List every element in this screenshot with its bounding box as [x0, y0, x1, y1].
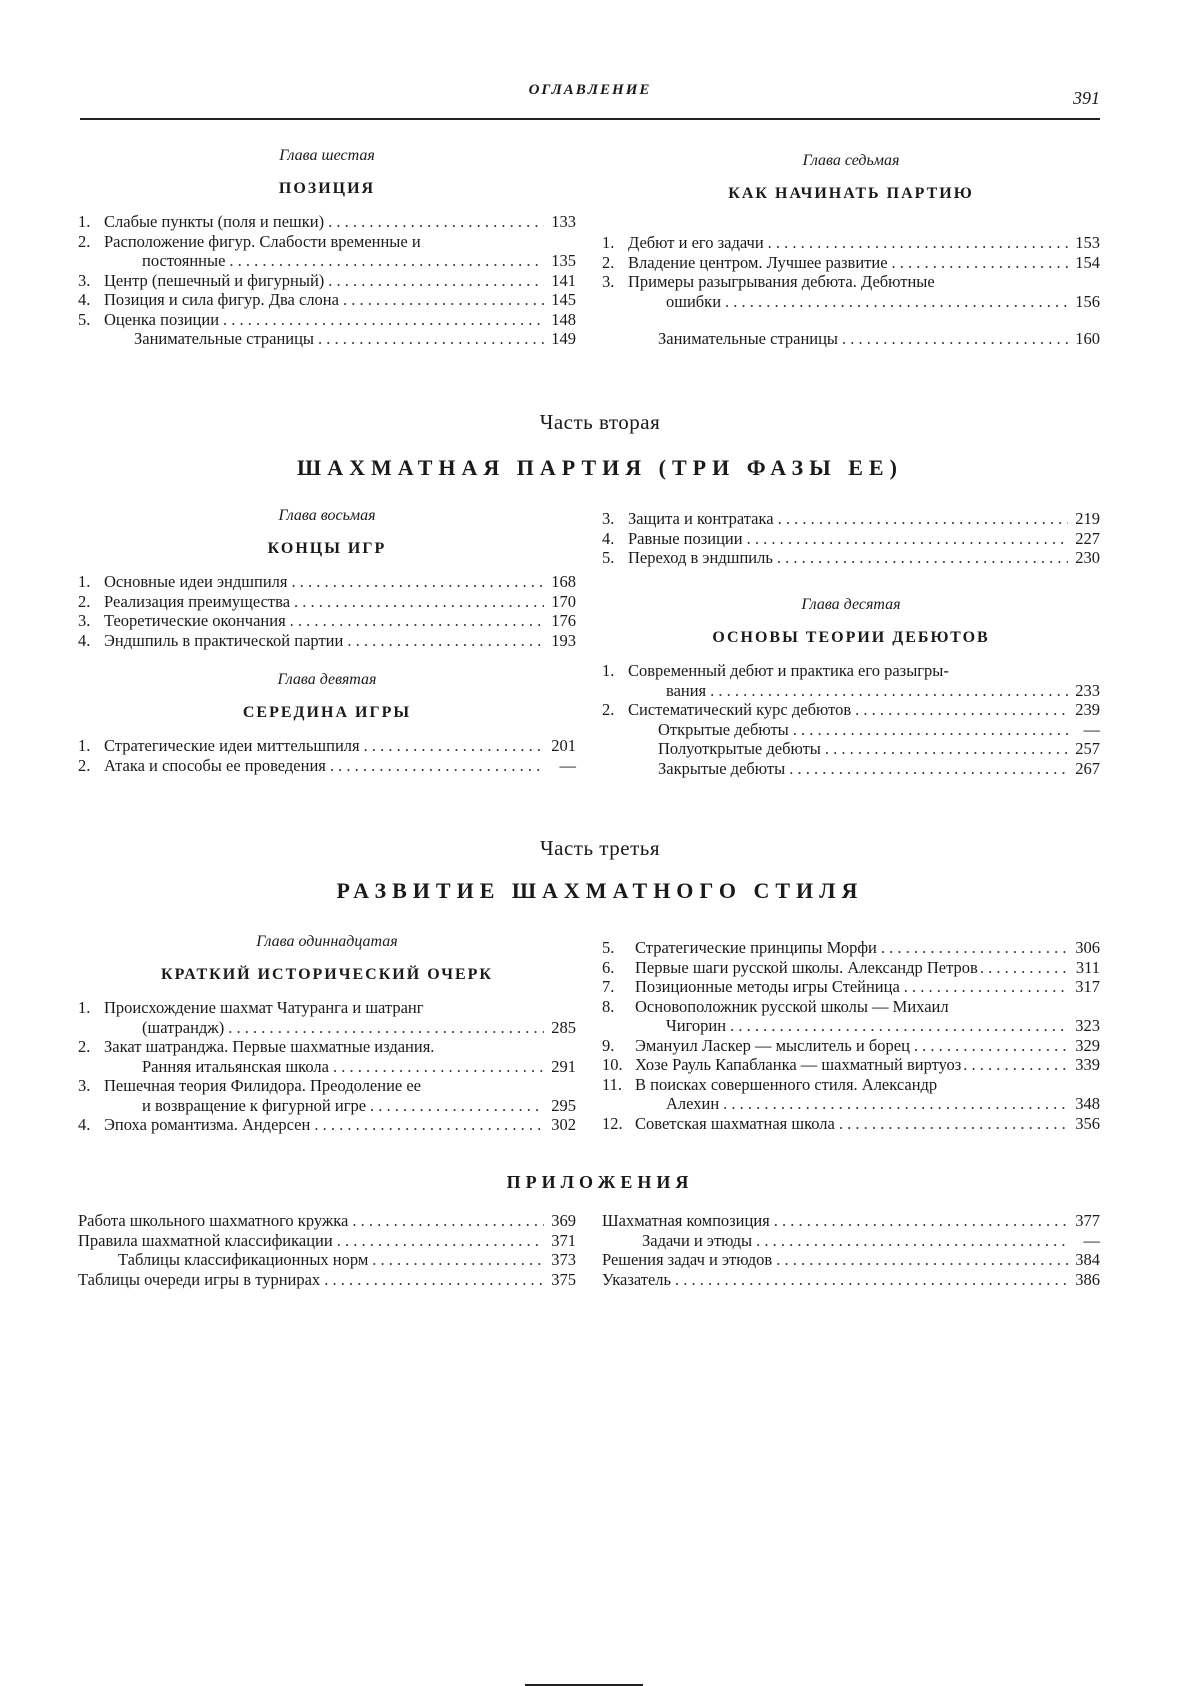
- chapter-7: [602, 151, 1100, 349]
- entry-page: 160: [1075, 329, 1100, 348]
- entry-number: 2.: [78, 231, 91, 251]
- entry-page: 348: [1075, 1094, 1100, 1113]
- toc-entry[interactable]: [602, 329, 1100, 349]
- part-label: Часть третья: [540, 836, 660, 860]
- toc-entry[interactable]: [78, 572, 576, 592]
- entry-number: 3.: [602, 272, 615, 291]
- chapter-label: Глава седьмая: [802, 152, 900, 169]
- entry-text: Занимательные страницы: [134, 329, 315, 348]
- leader-dots: [294, 592, 544, 612]
- entry-number: 4.: [602, 528, 615, 548]
- entry-text: Советская шахматная школа: [635, 1113, 835, 1133]
- entry-number: 11.: [602, 1074, 623, 1094]
- entry-number: 6.: [602, 957, 615, 977]
- leader-dots: [881, 938, 1068, 958]
- entry-text: Оценка позиции: [104, 309, 220, 329]
- entry-text: Занимательные страницы: [658, 329, 839, 348]
- leader-dots: [290, 611, 544, 631]
- entry-text: Основные идеи эндшпиля: [104, 572, 288, 591]
- toc-entry[interactable]: [78, 998, 576, 1037]
- leader-dots: [793, 720, 1068, 740]
- leader-dots: [730, 1016, 1068, 1036]
- entry-number: 1.: [602, 233, 615, 252]
- entry-text: Теоретические окончания: [104, 611, 286, 630]
- entry-text: Указатель: [602, 1269, 672, 1289]
- entry-page: 135: [551, 251, 576, 270]
- entry-page: 141: [551, 270, 576, 290]
- entry-text: Позиция и сила фигур. Два слона: [104, 290, 339, 309]
- entry-number: 4.: [78, 290, 91, 309]
- chapter-title: КРАТКИЙ ИСТОРИЧЕСКИЙ ОЧЕРК: [160, 966, 494, 983]
- chapter-label: Глава девятая: [277, 671, 377, 688]
- toc-entry[interactable]: [78, 232, 576, 271]
- entry-number: 2.: [602, 252, 615, 272]
- entry-text: Хозе Рауль Капабланка — шахматный виртуоз: [635, 1055, 962, 1074]
- toc-entry[interactable]: [78, 290, 576, 310]
- toc-entry[interactable]: [78, 1115, 576, 1135]
- entry-text-continued: Алехин: [666, 1094, 720, 1113]
- header-title: ОГЛАВЛЕНИЕ: [528, 82, 652, 98]
- entry-page: 170: [551, 591, 576, 611]
- leader-dots: [364, 736, 544, 756]
- toc-entry[interactable]: [602, 1055, 1100, 1075]
- leader-dots: [328, 212, 544, 232]
- toc-entry[interactable]: [602, 548, 1100, 568]
- entry-text: Центр (пешечный и фигурный): [104, 270, 325, 290]
- toc-entry[interactable]: [78, 1231, 576, 1251]
- toc-subentry[interactable]: [602, 739, 1100, 759]
- leader-dots: [842, 329, 1068, 349]
- toc-entry[interactable]: [602, 509, 1100, 529]
- chapter-title: ОСНОВЫ ТЕОРИИ ДЕБЮТОВ: [712, 629, 990, 646]
- entry-page: 371: [551, 1230, 576, 1250]
- leader-dots: [291, 572, 544, 592]
- entry-text: Систематический курс дебютов: [628, 700, 852, 719]
- entry-page: 291: [551, 1056, 576, 1076]
- entry-text: Таблицы очереди игры в турнирах: [78, 1269, 321, 1289]
- entry-number: 1.: [78, 736, 91, 755]
- entry-page: 384: [1075, 1250, 1100, 1269]
- leader-dots: [892, 253, 1068, 273]
- entry-text: Стратегические идеи миттельшпиля: [104, 736, 360, 755]
- toc-list: [602, 1211, 1100, 1289]
- entry-page: 267: [1075, 758, 1100, 778]
- entry-text: Работа школьного шахматного кружка: [78, 1211, 349, 1230]
- entry-text-continued: и возвращение к фигурной игре: [142, 1095, 367, 1115]
- page-number: 391: [1073, 88, 1100, 108]
- toc-entry[interactable]: [602, 977, 1100, 997]
- chapter-label: Глава десятая: [801, 596, 901, 613]
- entry-page: 323: [1075, 1016, 1100, 1035]
- entry-text: Расположение фигур. Слабости временные и: [104, 231, 421, 251]
- entry-page: —: [1083, 719, 1100, 739]
- leader-dots: [228, 1018, 544, 1038]
- leader-dots: [778, 509, 1068, 529]
- entry-text: Защита и контратака: [628, 509, 774, 528]
- entry-text: Решения задач и этюдов: [602, 1250, 773, 1269]
- chapter-title: КАК НАЧИНАТЬ ПАРТИЮ: [728, 185, 974, 202]
- toc-list: [78, 998, 576, 1135]
- toc-entry[interactable]: [78, 271, 576, 291]
- leader-dots: [370, 1096, 544, 1116]
- entry-number: 3.: [78, 270, 91, 290]
- entry-number: 3.: [78, 1076, 91, 1095]
- leader-dots: [904, 977, 1068, 997]
- toc-entry[interactable]: [78, 329, 576, 349]
- leader-dots: [855, 700, 1068, 720]
- leader-dots: [756, 1231, 1068, 1251]
- entry-number: 3.: [78, 611, 91, 630]
- entry-number: 7.: [602, 977, 615, 996]
- entry-page: 145: [551, 290, 576, 309]
- toc-subentry[interactable]: [602, 759, 1100, 779]
- toc-entry[interactable]: [602, 1211, 1100, 1231]
- appendix-left: [78, 1211, 576, 1289]
- running-header: [80, 78, 1100, 120]
- entry-text: Стратегические принципы Морфи: [635, 938, 877, 957]
- leader-dots: [776, 1250, 1068, 1270]
- leader-dots: [223, 310, 544, 330]
- entry-text: Таблицы классификационных норм: [118, 1250, 369, 1269]
- entry-page: 168: [551, 572, 576, 591]
- toc-entry[interactable]: [602, 253, 1100, 273]
- toc-entry[interactable]: [602, 1114, 1100, 1134]
- entry-text-continued: Чигорин: [666, 1016, 727, 1035]
- appendix-title: ПРИЛОЖЕНИЯ: [506, 1172, 694, 1192]
- leader-dots: [768, 233, 1068, 253]
- toc-entry[interactable]: [602, 1250, 1100, 1270]
- entry-number: 2.: [78, 591, 91, 611]
- leader-dots: [330, 756, 544, 776]
- entry-number: 2.: [602, 700, 615, 719]
- leader-dots: [318, 329, 544, 349]
- leader-dots: [337, 1231, 544, 1251]
- toc-entry[interactable]: [78, 592, 576, 612]
- toc-subentry[interactable]: [602, 720, 1100, 740]
- toc-entry[interactable]: [78, 1076, 576, 1115]
- toc-entry[interactable]: [602, 529, 1100, 549]
- leader-dots: [825, 739, 1068, 759]
- toc-entry[interactable]: [602, 958, 1100, 978]
- entry-page: 317: [1075, 977, 1100, 996]
- entry-text: Владение центром. Лучшее развитие: [628, 252, 888, 272]
- entry-page: 148: [551, 309, 576, 329]
- toc-entry[interactable]: [78, 212, 576, 232]
- entry-number: 12.: [602, 1113, 623, 1133]
- entry-text: Шахматная композиция: [602, 1211, 770, 1230]
- appendix-right: [602, 1211, 1100, 1289]
- entry-number: 5.: [78, 309, 91, 329]
- toc-entry[interactable]: [78, 1270, 576, 1290]
- toc-entry[interactable]: [602, 1231, 1100, 1251]
- entry-page: 369: [551, 1211, 576, 1230]
- entry-text: Равные позиции: [628, 528, 743, 548]
- toc-entry[interactable]: [78, 1250, 576, 1270]
- entry-text: Закат шатранджа. Первые шахматные издания.: [104, 1037, 435, 1056]
- entry-text: Пешечная теория Филидора. Преодоление ее: [104, 1076, 422, 1095]
- toc-entry[interactable]: [602, 700, 1100, 720]
- leader-dots: [675, 1270, 1068, 1290]
- chapter-label: Глава одиннадцатая: [256, 933, 398, 950]
- leader-dots: [333, 1057, 544, 1077]
- entry-page: 356: [1075, 1113, 1100, 1133]
- toc-entry[interactable]: [78, 611, 576, 631]
- entry-number: 1.: [602, 661, 615, 680]
- toc-entry[interactable]: [602, 661, 1100, 700]
- leader-dots: [963, 1055, 1070, 1075]
- entry-text: Эпоха романтизма. Андерсен: [104, 1115, 311, 1134]
- toc-list: [78, 572, 576, 650]
- leader-dots: [723, 1094, 1068, 1114]
- entry-number: 10.: [602, 1055, 623, 1074]
- chapter-label: Глава шестая: [279, 147, 375, 164]
- entry-page: 201: [551, 736, 576, 755]
- entry-text: Примеры разыгрывания дебюта. Дебютные: [628, 272, 935, 291]
- entry-page: 219: [1075, 509, 1100, 528]
- toc-list: [602, 509, 1100, 568]
- entry-page: 386: [1075, 1269, 1100, 1289]
- chapter-title: ПОЗИЦИЯ: [278, 180, 376, 197]
- entry-page: 257: [1075, 739, 1100, 758]
- entry-text: Реализация преимущества: [104, 591, 291, 611]
- toc-entry[interactable]: [78, 756, 576, 776]
- leader-dots: [343, 290, 544, 310]
- toc-list: [602, 233, 1100, 349]
- entry-number: 8.: [602, 996, 615, 1016]
- entry-page: 239: [1075, 700, 1100, 719]
- entry-number: 3.: [602, 509, 615, 528]
- leader-dots: [372, 1250, 544, 1270]
- entry-text: Позиционные методы игры Стейница: [635, 977, 900, 996]
- leader-dots: [980, 958, 1070, 978]
- entry-number: 1.: [78, 212, 91, 231]
- entry-text: Происхождение шахмат Чатуранга и шатранг: [104, 998, 424, 1017]
- entry-number: 5.: [602, 938, 615, 957]
- entry-text: Дебют и его задачи: [628, 233, 764, 252]
- entry-number: 4.: [78, 1115, 91, 1134]
- entry-page: 295: [551, 1095, 576, 1115]
- leader-dots: [352, 1211, 544, 1231]
- entry-text: Первые шаги русской школы. Александр Петров: [635, 957, 978, 977]
- entry-text: Эндшпиль в практической партии: [104, 630, 344, 650]
- entry-number: 1.: [78, 998, 91, 1017]
- entry-page: 302: [551, 1115, 576, 1134]
- entry-text-continued: Ранняя итальянская школа: [142, 1056, 329, 1076]
- entry-page: 230: [1075, 548, 1100, 567]
- toc-entry[interactable]: [78, 1037, 576, 1076]
- toc-entry[interactable]: [602, 938, 1100, 958]
- entry-text-continued: вания: [666, 680, 707, 700]
- entry-number: 9.: [602, 1035, 615, 1055]
- toc-entry[interactable]: [78, 736, 576, 756]
- entry-text: Открытые дебюты: [658, 719, 789, 739]
- entry-page: 373: [551, 1250, 576, 1269]
- entry-text: Атака и способы ее проведения: [104, 755, 326, 775]
- entry-text: Основоположник русской школы — Михаил: [635, 996, 949, 1016]
- toc-list: [602, 938, 1100, 1133]
- entry-text: Полуоткрытые дебюты: [658, 739, 821, 758]
- toc-entry[interactable]: [78, 1211, 576, 1231]
- entry-page: 154: [1075, 252, 1100, 272]
- entry-page: —: [1083, 1230, 1100, 1250]
- chapter-11-continued: [602, 938, 1100, 1133]
- toc-entry[interactable]: [78, 631, 576, 651]
- leader-dots: [725, 292, 1068, 312]
- leader-dots: [347, 631, 544, 651]
- leader-dots: [710, 681, 1068, 701]
- entry-page: 339: [1075, 1055, 1100, 1074]
- toc-entry[interactable]: [602, 233, 1100, 253]
- entry-text: Слабые пункты (поля и пешки): [104, 212, 325, 231]
- entry-page: 377: [1075, 1211, 1100, 1230]
- entry-number: 2.: [78, 1037, 91, 1056]
- part-title: РАЗВИТИЕ ШАХМАТНОГО СТИЛЯ: [336, 878, 864, 903]
- entry-text: Задачи и этюды: [642, 1230, 753, 1250]
- entry-text-continued: ошибки: [666, 291, 722, 311]
- chapter-6: [78, 146, 576, 349]
- toc-entry[interactable]: [602, 997, 1100, 1036]
- toc-entry[interactable]: [602, 1270, 1100, 1290]
- entry-text-continued: постоянные: [142, 251, 226, 270]
- entry-text: Современный дебют и практика его разыгры-: [628, 661, 949, 680]
- toc-entry[interactable]: [602, 1075, 1100, 1114]
- toc-entry[interactable]: [78, 310, 576, 330]
- entry-text: В поисках совершенного стиля. Александр: [635, 1074, 938, 1094]
- entry-number: 5.: [602, 548, 615, 567]
- entry-page: 233: [1075, 680, 1100, 700]
- entry-page: 193: [551, 630, 576, 650]
- toc-list: [78, 736, 576, 775]
- leader-dots: [914, 1036, 1068, 1056]
- entry-page: 133: [551, 212, 576, 231]
- entry-page: 329: [1075, 1035, 1100, 1055]
- leader-dots: [774, 1211, 1068, 1231]
- entry-text-continued: (шатрандж): [142, 1017, 225, 1037]
- leader-dots: [229, 251, 544, 271]
- chapter-title: СЕРЕДИНА ИГРЫ: [242, 704, 412, 721]
- leader-dots: [314, 1115, 544, 1135]
- entry-number: 2.: [78, 755, 91, 775]
- leader-dots: [747, 529, 1068, 549]
- entry-page: 149: [551, 329, 576, 348]
- entry-text: Эмануил Ласкер — мыслитель и борец: [635, 1035, 910, 1055]
- chapter-9-continued: [602, 509, 1100, 568]
- chapter-10: [602, 595, 1100, 778]
- leader-dots: [839, 1114, 1068, 1134]
- entry-page: 156: [1075, 291, 1100, 311]
- entry-text: Закрытые дебюты: [658, 758, 786, 778]
- entry-number: 4.: [78, 630, 91, 650]
- toc-list: [78, 1211, 576, 1289]
- leader-dots: [324, 1270, 544, 1290]
- entry-page: 227: [1075, 528, 1100, 548]
- chapter-11: [78, 932, 576, 1135]
- part-label: Часть вторая: [539, 410, 661, 434]
- toc-entry[interactable]: [602, 272, 1100, 311]
- entry-page: 176: [551, 611, 576, 630]
- entry-page: 306: [1075, 938, 1100, 957]
- leader-dots: [777, 548, 1068, 568]
- leader-dots: [328, 271, 544, 291]
- chapter-8: [78, 506, 576, 650]
- chapter-label: Глава восьмая: [278, 507, 376, 524]
- leader-dots: [789, 759, 1068, 779]
- toc-list: [78, 212, 576, 349]
- entry-number: 1.: [78, 572, 91, 591]
- entry-page: 285: [551, 1017, 576, 1037]
- chapter-title: КОНЦЫ ИГР: [267, 540, 387, 557]
- toc-list: [602, 661, 1100, 778]
- entry-page: —: [559, 755, 576, 775]
- part-title: ШАХМАТНАЯ ПАРТИЯ (ТРИ ФАЗЫ ЕЕ): [297, 455, 903, 480]
- toc-entry[interactable]: [602, 1036, 1100, 1056]
- entry-text: Правила шахматной классификации: [78, 1230, 333, 1250]
- entry-text: Переход в эндшпиль: [628, 548, 773, 567]
- chapter-9: [78, 670, 576, 775]
- entry-page: 375: [551, 1269, 576, 1289]
- entry-page: 153: [1075, 233, 1100, 252]
- entry-page: 311: [1075, 957, 1100, 977]
